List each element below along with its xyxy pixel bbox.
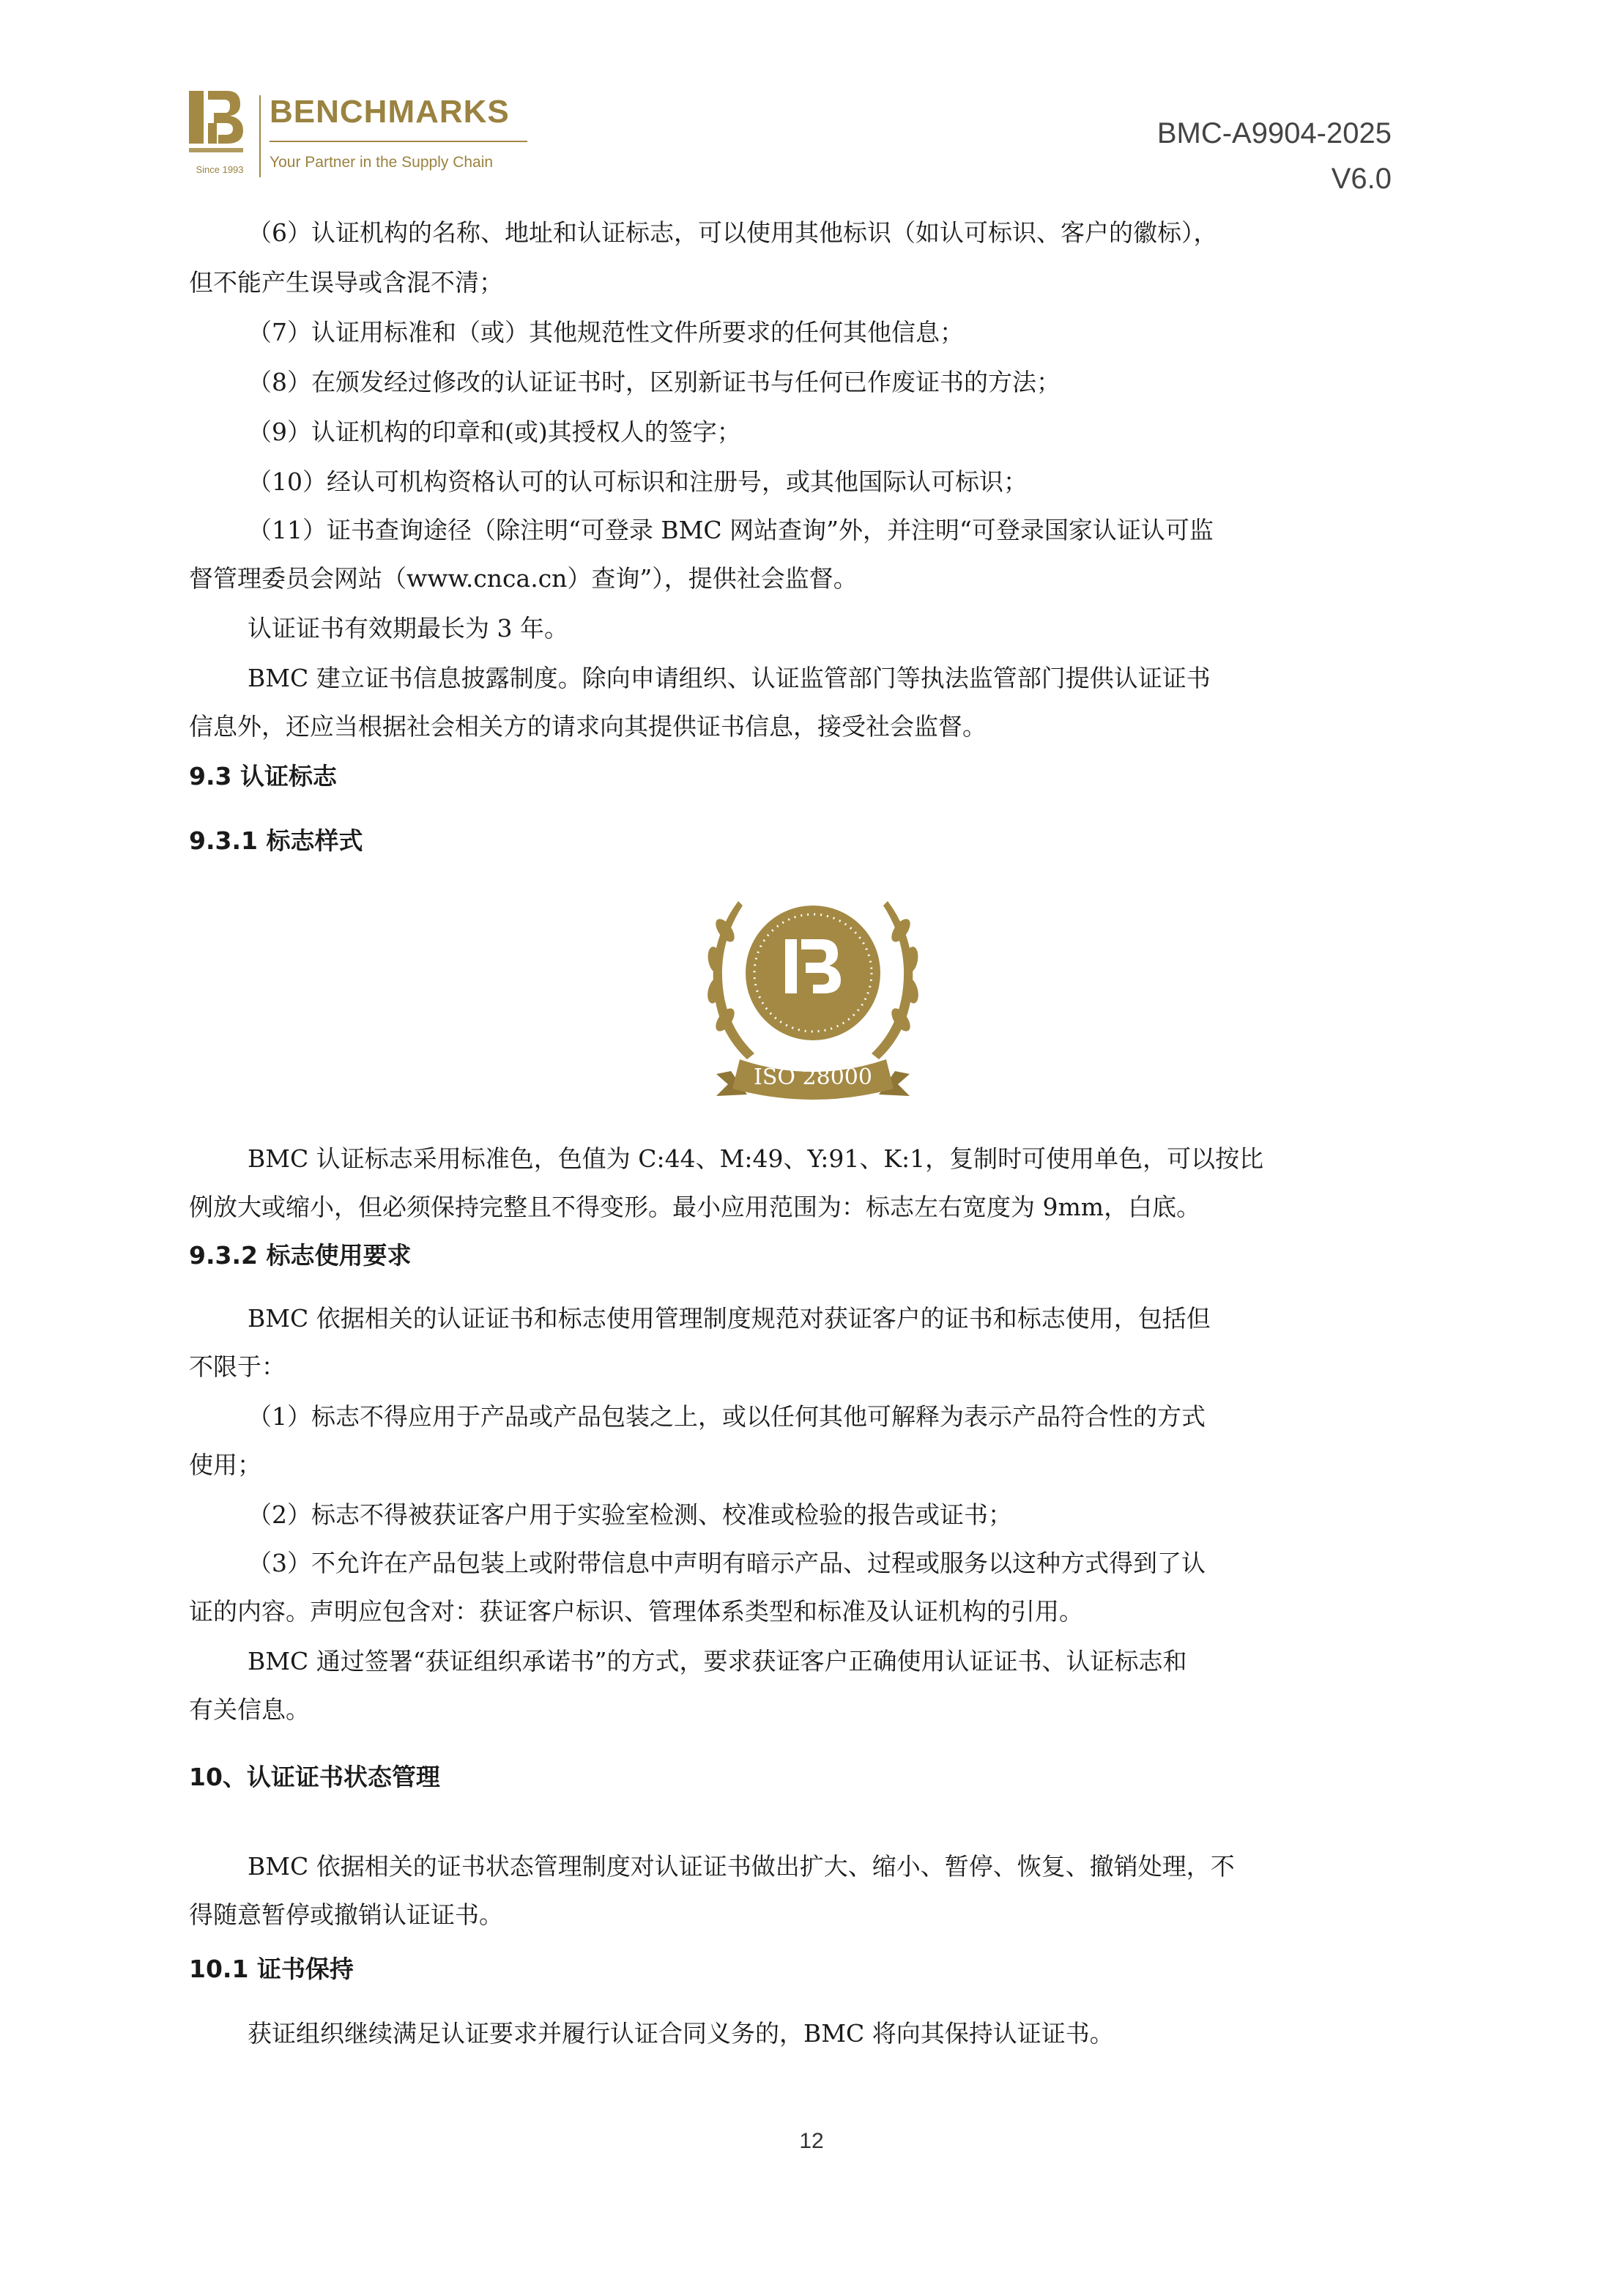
item-11-line1: （11）证书查询途径（除注明“可登录 BMC 网站查询”外，并注明“可登录国家认证认可监	[248, 516, 1214, 544]
validity-paragraph: 认证证书有效期最长为 3 年。	[248, 614, 568, 642]
item-10: （10）经认可机构资格认可的认可标识和注册号，或其他国际认可标识；	[248, 467, 1028, 496]
certification-seal	[696, 886, 930, 1114]
mark-color-line1: BMC 认证标志采用标准色，色值为 C:44、M:49、Y:91、K:1，复制时可使用单色，可以按比	[248, 1144, 1264, 1173]
since-label: Since 1993	[196, 164, 244, 175]
item-11-line2: 督管理委员会网站（www.cnca.cn）查询”），提供社会监督。	[189, 564, 858, 593]
item-9: （9）认证机构的印章和(或)其授权人的签字；	[248, 418, 741, 446]
logo-rule	[270, 141, 527, 142]
mark-color-line2: 例放大或缩小，但必须保持完整且不得变形。最小应用范围为：标志左右宽度为 9mm，白底。	[189, 1193, 1201, 1221]
disclosure-line2: 信息外，还应当根据社会相关方的请求向其提供证书信息，接受社会监督。	[189, 712, 987, 741]
brand-tagline: Your Partner in the Supply Chain	[270, 154, 494, 171]
heading-9-3: 9.3 认证标志	[189, 762, 337, 790]
maintain-paragraph: 获证组织继续满足认证要求并履行认证合同义务的，BMC 将向其保持认证证书。	[248, 2019, 1114, 2048]
status-line1: BMC 依据相关的证书状态管理制度对认证证书做出扩大、缩小、暂停、恢复、撤销处理，不	[248, 1852, 1235, 1881]
usage-item-1-line1: （1）标志不得应用于产品或产品包装之上，或以任何其他可解释为表示产品符合性的方式	[248, 1402, 1206, 1431]
company-logo	[189, 91, 533, 179]
seal-banner-text: ISO 28000	[754, 1064, 872, 1090]
usage-item-3-line1: （3）不允许在产品包装上或附带信息中声明有暗示产品、过程或服务以这种方式得到了认	[248, 1549, 1206, 1577]
document-code: BMC-A9904-2025	[1156, 117, 1392, 149]
heading-9-3-1: 9.3.1 标志样式	[189, 826, 363, 855]
page-number: 12	[799, 2129, 824, 2153]
item-6-line2: 但不能产生误导或含混不清；	[189, 268, 503, 297]
disclosure-line1: BMC 建立证书信息披露制度。除向申请组织、认证监管部门等执法监管部门提供认证证书	[248, 664, 1211, 692]
heading-9-3-2: 9.3.2 标志使用要求	[189, 1241, 412, 1270]
document-version: V6.0	[1331, 163, 1392, 195]
item-7: （7）认证用标准和（或）其他规范性文件所要求的任何其他信息；	[248, 318, 964, 347]
item-6-line1: （6）认证机构的名称、地址和认证标志，可以使用其他标识（如认可标识、客户的徽标），	[248, 218, 1218, 247]
usage-item-3-line2: 证的内容。声明应包含对：获证客户标识、管理体系类型和标准及认证机构的引用。	[189, 1597, 1083, 1626]
commitment-line2: 有关信息。	[189, 1695, 310, 1724]
logo-divider	[259, 95, 261, 177]
commitment-line1: BMC 通过签署“获证组织承诺书”的方式，要求获证客户正确使用认证证书、认证标志和	[248, 1647, 1187, 1675]
heading-10: 10、认证证书状态管理	[189, 1763, 440, 1791]
brand-name: BENCHMARKS	[270, 94, 510, 130]
usage-line2: 不限于：	[189, 1352, 286, 1381]
heading-10-1: 10.1 证书保持	[189, 1955, 354, 1983]
usage-item-1-line2: 使用；	[189, 1451, 261, 1479]
item-8: （8）在颁发经过修改的认证证书时，区别新证书与任何已作废证书的方法；	[248, 368, 1061, 396]
usage-item-2: （2）标志不得被获证客户用于实验室检测、校准或检验的报告或证书；	[248, 1500, 1012, 1529]
usage-line1: BMC 依据相关的认证证书和标志使用管理制度规范对获证客户的证书和标志使用，包括但	[248, 1304, 1211, 1333]
status-line2: 得随意暂停或撤销认证证书。	[189, 1900, 503, 1929]
benchmarks-logo-icon	[189, 91, 250, 161]
